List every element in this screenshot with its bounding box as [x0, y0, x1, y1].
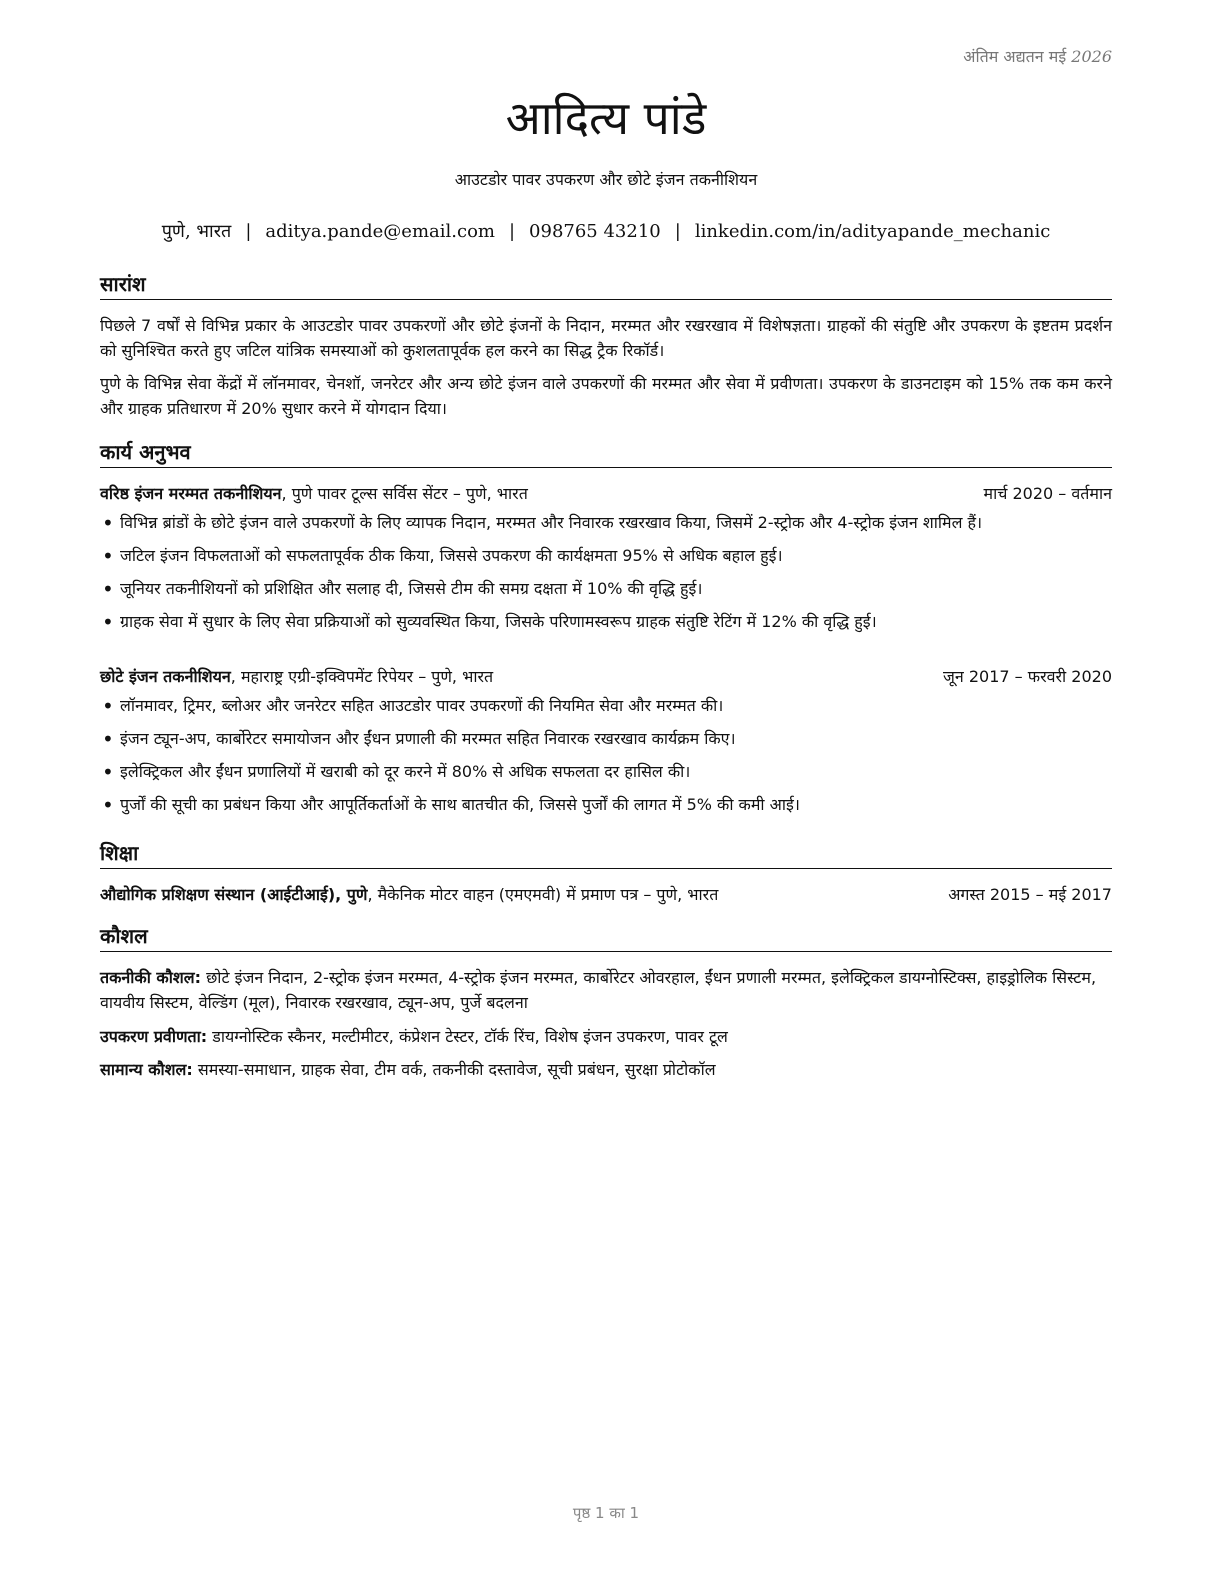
skill-group-label: उपकरण प्रवीणता: [100, 1027, 208, 1046]
candidate-title: आउटडोर पावर उपकरण और छोटे इंजन तकनीशियन [454, 170, 758, 189]
skill-group-label: सामान्य कौशल: [100, 1060, 193, 1079]
last-updated-label: अंतिम अद्यतन मई [963, 47, 1067, 66]
list-item: • इलेक्ट्रिकल और ईंधन प्रणालियों में खराबी को दूर करने में 80% से अधिक सफलता दर हासिल की। [100, 761, 1112, 794]
contact-linkedin[interactable]: linkedin.com/in/adityapande_mechanic [694, 221, 1051, 242]
contact-phone: 098765 43210 [529, 221, 661, 242]
contact-separator: | [245, 221, 252, 242]
list-item: • विभिन्न ब्रांडों के छोटे इंजन वाले उपकरणों के लिए व्यापक निदान, मरम्मत और निवारक रखरखाव किया, जिसमें 2-स्ट्रोक और 4-स्ट्रोक इंजन शामिल हैं। [100, 512, 1112, 545]
job-bullets [100, 512, 1112, 644]
skill-group [100, 1024, 1112, 1049]
education-detail: , मैकेनिक मोटर वाहन (एमएमवी) में प्रमाण पत्र – पुणे, भारत [367, 885, 719, 904]
summary-paragraph-2: पुणे के विभिन्न सेवा केंद्रों में लॉनमावर, चेनशॉ, जनरेटर और अन्य छोटे इंजन वाले उपकरणों की मरम्मत और सेवा में प्रवीणता। उपकरण के डाउनटाइम को 15% तक कम करने और ग्राहक प्रतिधारण में 20% सुधार करने में योगदान दिया। [100, 374, 1112, 418]
last-updated-year: 2026 [1071, 47, 1112, 66]
skill-group-label: तकनीकी कौशल: [100, 968, 201, 987]
skill-group-text: डायग्नोस्टिक स्कैनर, मल्टीमीटर, कंप्रेशन टेस्टर, टॉर्क रिंच, विशेष इंजन उपकरण, पावर टूल [207, 1027, 728, 1046]
job-org: , पुणे पावर टूल्स सर्विस सेंटर – पुणे, भारत [281, 484, 528, 503]
list-item: • पुर्जों की सूची का प्रबंधन किया और आपूर्तिकर्ताओं के साथ बातचीत की, जिससे पुर्जों की लागत में 5% की कमी आई। [100, 794, 1112, 827]
last-updated [963, 45, 1112, 67]
contact-location: पुणे, भारत [161, 221, 232, 242]
skills-heading: कौशल [100, 922, 1112, 952]
skill-group [100, 965, 1112, 1015]
job-role: छोटे इंजन तकनीशियन [100, 667, 231, 686]
candidate-name: आदित्य पांडे [505, 91, 707, 145]
education-heading: शिक्षा [100, 839, 1112, 869]
list-item: • ग्राहक सेवा में सुधार के लिए सेवा प्रक्रियाओं को सुव्यवस्थित किया, जिसके परिणामस्वरूप ग्राहक संतुष्टि रेटिंग में 12% की वृद्धि हुई। [100, 611, 1112, 644]
education-dates: अगस्त 2015 – मई 2017 [948, 885, 1112, 904]
job-org: , महाराष्ट्र एग्री-इक्विपमेंट रिपेयर – पुणे, भारत [230, 667, 494, 686]
skill-group [100, 1057, 1112, 1082]
experience-heading: कार्य अनुभव [100, 438, 1112, 468]
job-role: वरिष्ठ इंजन मरम्मत तकनीशियन [100, 484, 282, 503]
list-item: • लॉनमावर, ट्रिमर, ब्लोअर और जनरेटर सहित आउटडोर पावर उपकरणों की नियमित सेवा और मरम्मत की। [100, 695, 1112, 728]
skill-group-text: समस्या-समाधान, ग्राहक सेवा, टीम वर्क, तकनीकी दस्तावेज, सूची प्रबंधन, सुरक्षा प्रोटोकॉल [192, 1060, 716, 1079]
contact-separator: | [508, 221, 516, 242]
skill-group-text: छोटे इंजन निदान, 2-स्ट्रोक इंजन मरम्मत, 4-स्ट्रोक इंजन मरम्मत, कार्बोरेटर ओवरहाल, ईंधन प्रणाली मरम्मत, इलेक्ट्रिकल डायग्नोस्टिक्स, हाइड्रोलिक सिस्टम, वायवीय सिस्टम, वेल्डिंग (मूल), निवारक रखरखाव, ट्यून-अप, पुर्जे बदलना [100, 968, 1097, 1012]
contact-email[interactable]: aditya.pande@email.com [265, 221, 495, 242]
job-dates: मार्च 2020 – वर्तमान [983, 484, 1112, 503]
education-institution: औद्योगिक प्रशिक्षण संस्थान (आईटीआई), पुणे [100, 885, 368, 904]
page-number: पृष्ठ 1 का 1 [572, 1504, 640, 1522]
job-dates: जून 2017 – फरवरी 2020 [943, 667, 1112, 686]
summary-heading: सारांश [100, 270, 1112, 300]
job-header [100, 665, 1112, 687]
list-item: • जटिल इंजन विफलताओं को सफलतापूर्वक ठीक किया, जिससे उपकरण की कार्यक्षमता 95% से अधिक बहाल हुई। [100, 545, 1112, 578]
contact-separator: | [674, 221, 681, 242]
list-item: • जूनियर तकनीशियनों को प्रशिक्षित और सलाह दी, जिससे टीम की समग्र दक्षता में 10% की वृद्धि हुई। [100, 578, 1112, 611]
list-item: • इंजन ट्यून-अप, कार्बोरेटर समायोजन और ईंधन प्रणाली की मरम्मत सहित निवारक रखरखाव कार्यक्रम किए। [100, 728, 1112, 761]
resume-page [100, 0, 1112, 1584]
education-entry [100, 883, 1112, 905]
job-header [100, 482, 1112, 504]
job-bullets [100, 695, 1112, 827]
summary-paragraph-1: पिछले 7 वर्षों से विभिन्न प्रकार के आउटडोर पावर उपकरणों और छोटे इंजनों के निदान, मरम्मत और रखरखाव में विशेषज्ञता। ग्राहकों की संतुष्टि और उपकरण के इष्टतम प्रदर्शन को सुनिश्चित करते हुए जटिल यांत्रिक समस्याओं को कुशलतापूर्वक हल करने का सिद्ध ट्रैक रिकॉर्ड। [100, 316, 1112, 360]
contact-line [100, 219, 1112, 243]
